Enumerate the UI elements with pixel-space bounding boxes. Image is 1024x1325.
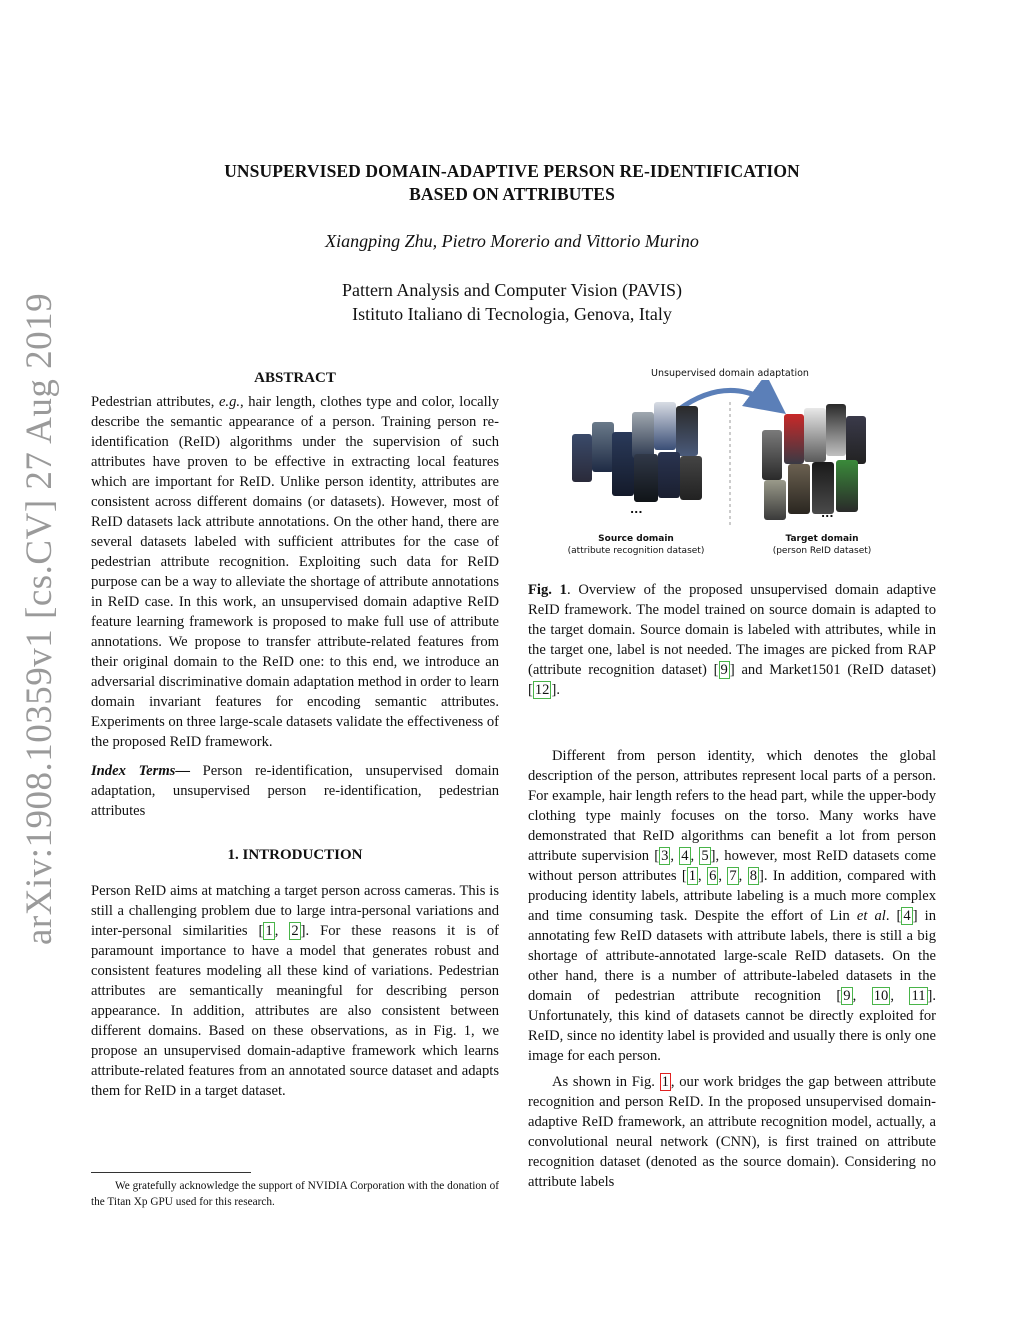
target-domain-images bbox=[762, 404, 902, 508]
index-terms: Index Terms— Person re-identification, unsupervised domain adaptation, unsupervised person re-identification, pedestrian attributes bbox=[91, 763, 499, 819]
target-ellipsis: ... bbox=[821, 507, 834, 520]
citation-link[interactable]: 1 bbox=[265, 923, 273, 939]
right-column-text bbox=[528, 746, 936, 1192]
citation-link[interactable]: 9 bbox=[720, 662, 728, 678]
footnote: We gratefully acknowledge the support of NVIDIA Corporation with the donation of the Titan Xp GPU used for this research. bbox=[91, 1180, 499, 1208]
paragraph-attributes: Different from person identity, which denotes the global description of the person, attributes represent local parts of a person. For example, hair length refers to the head part, while the upper-body clothing type mainly focuses on the torso. Many works have demonstrated that ReID algorithms can benefit a lot from person attribute supervision [ 3 , 4 , 5 ], however, most ReID datasets come without person attributes [ 1 , 6 , 7 , 8 ]. In addition, compared with producing identity labels, attribute labeling is a much more complex and time consuming task. Despite the effort of Lin et al. [ 4 ] in annotating few ReID datasets with attribute labels, there is still a big shortage of attribute-annotated large-scale ReID datasets. On the other hand, there is a number of attribute-labeled datasets in the domain of pedestrian attribute recognition [ 9 , 10 , 11 ]. Unfortunately, this kind of datasets cannot be directly exploited for ReID, since no identity label is provided and usually there is only one image for each person. bbox=[528, 748, 937, 1064]
citation-link[interactable]: 11 bbox=[911, 988, 926, 1004]
footnote-rule bbox=[91, 1172, 251, 1173]
source-domain-label: Source domain (attribute recognition dataset) bbox=[567, 534, 705, 556]
figure-link[interactable]: 1 bbox=[661, 1074, 669, 1090]
paragraph-framework: As shown in Fig. 1 , our work bridges the gap between attribute recognition and person ReID. In the proposed unsupervised domain-adaptive ReID framework, an attribute recognition model, actually, a convolutional neural network (CNN), is first trained on attribute recognition dataset (denoted as the source domain). Considering no attribute labels bbox=[528, 1074, 936, 1190]
citation-link[interactable]: 10 bbox=[873, 988, 889, 1004]
citation-link[interactable]: 6 bbox=[709, 868, 717, 884]
paper-title bbox=[0, 160, 1024, 206]
citation-link[interactable]: 1 bbox=[688, 868, 697, 884]
citation-link[interactable]: 12 bbox=[534, 682, 550, 698]
intro-heading: 1. INTRODUCTION bbox=[227, 847, 363, 863]
abstract-heading: ABSTRACT bbox=[254, 370, 336, 386]
title-line-2: BASED ON ATTRIBUTES bbox=[409, 184, 615, 204]
affiliation bbox=[0, 278, 1024, 326]
figure-caption: Fig. 1. Overview of the proposed unsupervised domain adaptive ReID framework. The model trained on source domain is adapted to the target domain. Source domain is labeled with attributes, while in the target one, label is not needed. The images are picked from RAP (attribute recognition dataset) [ 9 ] and Market1501 (ReID dataset) [ 12 ]. bbox=[528, 582, 937, 698]
affiliation-line-2: Istituto Italiano di Tecnologia, Genova, Italy bbox=[352, 304, 672, 324]
citation-link[interactable]: 7 bbox=[729, 868, 737, 884]
arxiv-stamp bbox=[14, 292, 60, 945]
citation-link[interactable]: 4 bbox=[903, 908, 911, 924]
title-line-1: UNSUPERVISED DOMAIN-ADAPTIVE PERSON RE-IDENTIFICATION bbox=[224, 161, 800, 181]
arxiv-stamp-text: arXiv:1908.10359v1 [cs.CV] 27 Aug 2019 bbox=[19, 292, 60, 945]
citation-link[interactable]: 4 bbox=[681, 848, 689, 864]
abstract-text: Pedestrian attributes, e.g., hair length, clothes type and color, locally describe the semantic appearance of a person. Training person re-identification (ReID) algorithms under the supervision of such attributes have proven to be effective in extracting local features which are important for ReID. Unlike person identity, attributes are consistent across different domains (or datasets). However, most of ReID datasets lack attribute annotations. On the other hand, there are several datasets labeled with sufficient attributes for the case of pedestrian attribute recognition. Exploiting such data for ReID purpose can be a way to alleviate the shortage of attribute annotations in ReID case. In this work, an unsupervised domain adaptive ReID feature learning framework is proposed to make full use of attribute annotations. We propose to transfer attribute-related features from their original domain to the ReID one: to this end, we introduce an adversarial discriminative domain adaptation method in order to learn domain invariant features for encoding semantic attributes. Experiments on three large-scale datasets validate the effectiveness of the proposed ReID framework. bbox=[91, 394, 499, 750]
citation-link[interactable]: 9 bbox=[843, 988, 851, 1004]
abstract-section bbox=[91, 368, 499, 1101]
figure-title: Unsupervised domain adaptation bbox=[651, 368, 809, 379]
citation-link[interactable]: 8 bbox=[749, 868, 757, 884]
source-domain-images bbox=[572, 402, 722, 502]
citation-link[interactable]: 5 bbox=[701, 848, 709, 864]
source-ellipsis: ... bbox=[630, 503, 643, 516]
intro-paragraph: Person ReID aims at matching a target person across cameras. This is still a challenging problem due to large intra-personal variations and inter-personal similarities [ 1 , 2 ]. For these reasons it is of paramount importance to have a model that generates robust and consistent features modeling all these kind of variations. Pedestrian attributes are semantically meaningful for describing person appearance. In addition, attributes are also consistent between different domains. Based on these observations, as in Fig. 1, we propose an unsupervised domain-adaptive framework which learns attribute-related features from an annotated source dataset and adapts them for ReID in a target dataset. bbox=[91, 883, 499, 1099]
citation-link[interactable]: 3 bbox=[661, 848, 669, 864]
affiliation-line-1: Pattern Analysis and Computer Vision (PAVIS) bbox=[341, 280, 683, 300]
authors: Xiangping Zhu, Pietro Morerio and Vittorio Murino bbox=[325, 231, 699, 251]
target-domain-label: Target domain (person ReID dataset) bbox=[772, 534, 872, 556]
citation-link[interactable]: 2 bbox=[291, 923, 299, 939]
